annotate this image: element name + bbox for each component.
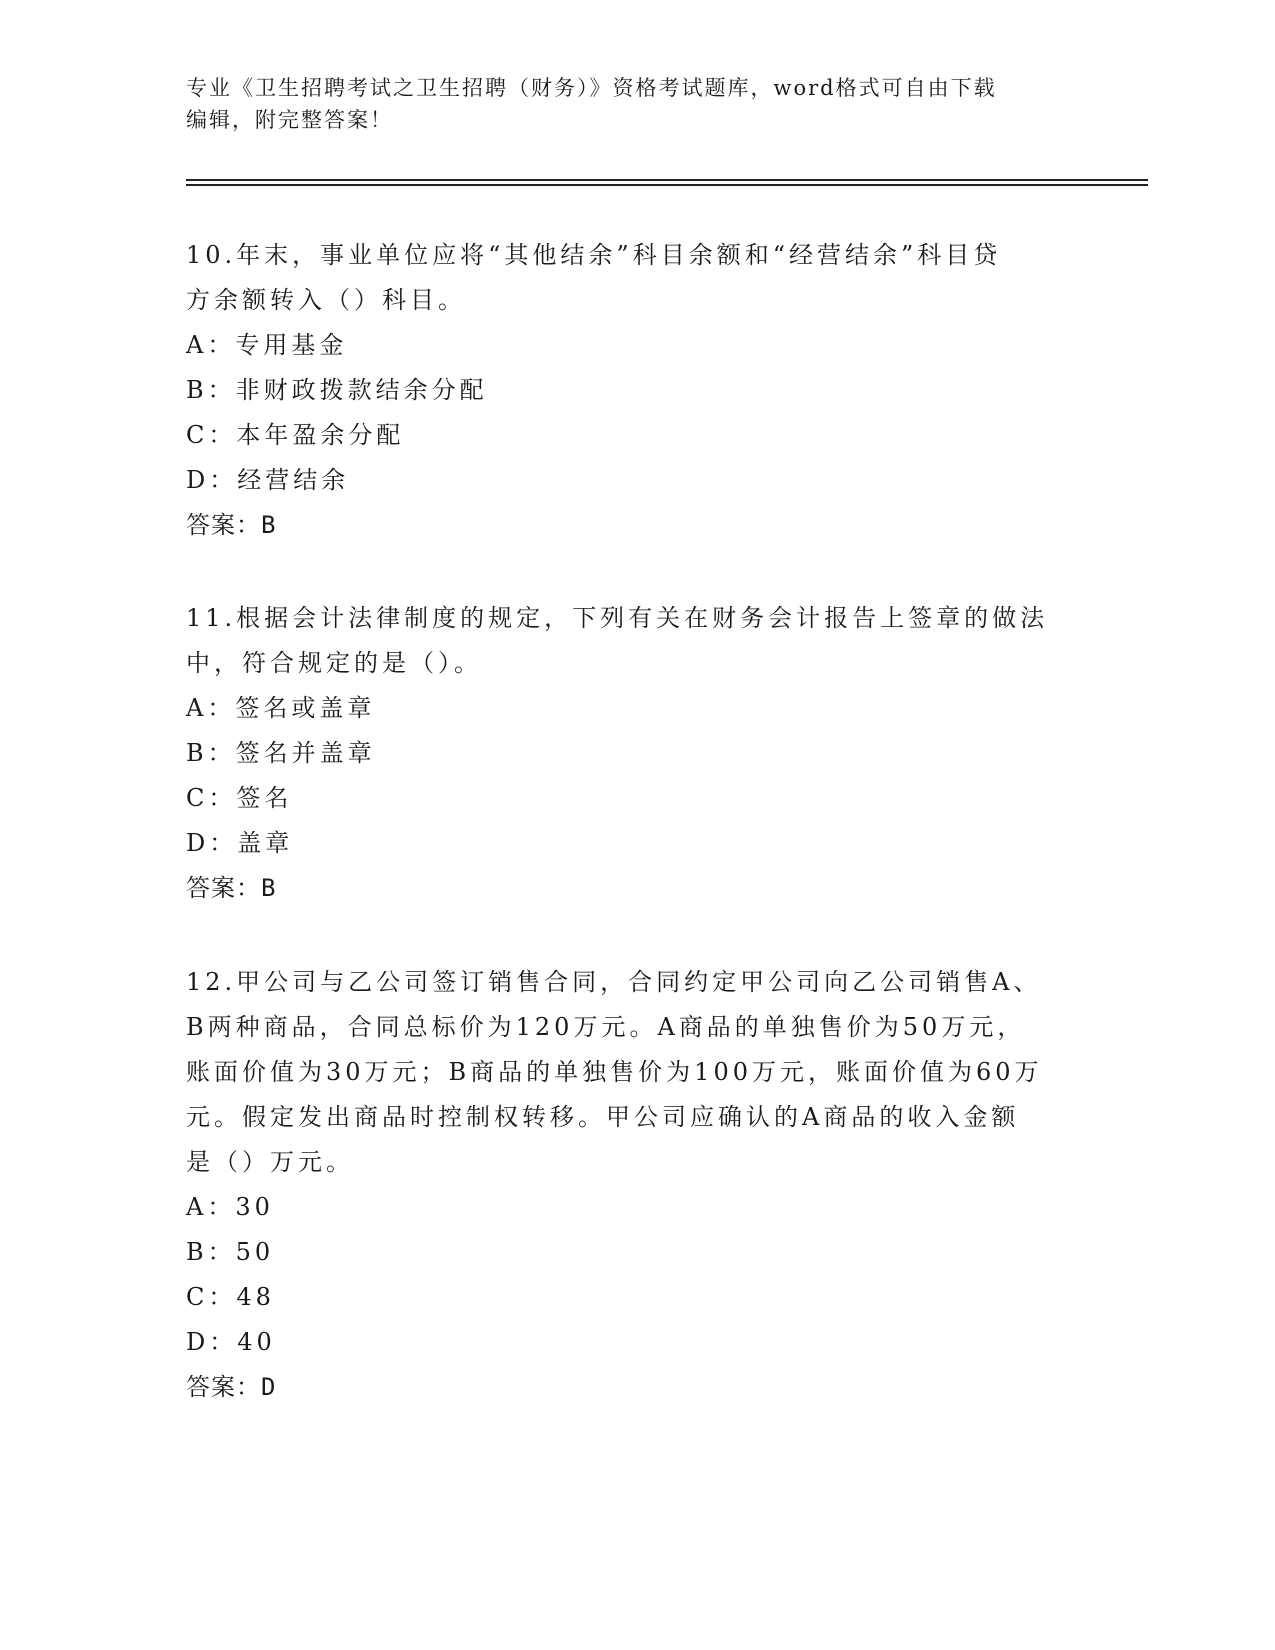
- option-d: D：40: [186, 1328, 276, 1356]
- answer-label: 答案：: [186, 511, 261, 539]
- header-line-1: 专业《卫生招聘考试之卫生招聘（财务）》资格考试题库，word格式可自由下载: [186, 76, 997, 100]
- option-d: D：经营结余: [186, 466, 350, 494]
- answer-label: 答案：: [186, 1373, 261, 1401]
- question-stem-line: 11.根据会计法律制度的规定，下列有关在财务会计报告上签章的做法: [186, 604, 1049, 632]
- document-header: [186, 72, 1066, 136]
- option-b: B：50: [186, 1238, 275, 1266]
- question-stem-line: 方余额转入（）科目。: [186, 286, 466, 314]
- option-c: C：本年盈余分配: [186, 421, 405, 449]
- question-stem-line: B两种商品，合同总标价为120万元。A商品的单独售价为50万元，: [186, 1013, 1026, 1041]
- option-c: C：签名: [186, 784, 293, 812]
- answer-line: [186, 503, 1066, 548]
- answer-line: [186, 1365, 1066, 1410]
- header-line-2: 编辑，附完整答案！: [186, 108, 393, 132]
- option-a: A：30: [186, 1193, 274, 1221]
- option-c: C：48: [186, 1283, 275, 1311]
- option-a: A：签名或盖章: [186, 694, 376, 722]
- question-12: [186, 960, 1066, 1410]
- question-stem-line: 元。假定发出商品时控制权转移。甲公司应确认的A商品的收入金额: [186, 1103, 1020, 1131]
- option-d: D：盖章: [186, 829, 294, 857]
- question-stem-line: 中，符合规定的是（）。: [186, 649, 482, 677]
- answer-label: 答案：: [186, 874, 261, 902]
- header-divider-bottom: [186, 184, 1148, 186]
- question-stem-line: 10.年末，事业单位应将“其他结余”科目余额和“经营结余”科目贷: [186, 241, 1002, 269]
- answer-value: B: [261, 874, 277, 902]
- question-11: [186, 596, 1066, 911]
- answer-value: D: [261, 1373, 277, 1401]
- answer-line: [186, 866, 1066, 911]
- option-b: B：签名并盖章: [186, 739, 376, 767]
- question-10: [186, 233, 1066, 548]
- header-divider-top: [186, 179, 1148, 181]
- option-a: A：专用基金: [186, 331, 348, 359]
- question-stem-line: 12.甲公司与乙公司签订销售合同，合同约定甲公司向乙公司销售A、: [186, 968, 1042, 996]
- answer-value: B: [261, 511, 277, 539]
- option-b: B：非财政拨款结余分配: [186, 376, 488, 404]
- question-stem-line: 账面价值为30万元；B商品的单独售价为100万元，账面价值为60万: [186, 1058, 1043, 1086]
- question-stem-line: 是（）万元。: [186, 1148, 354, 1176]
